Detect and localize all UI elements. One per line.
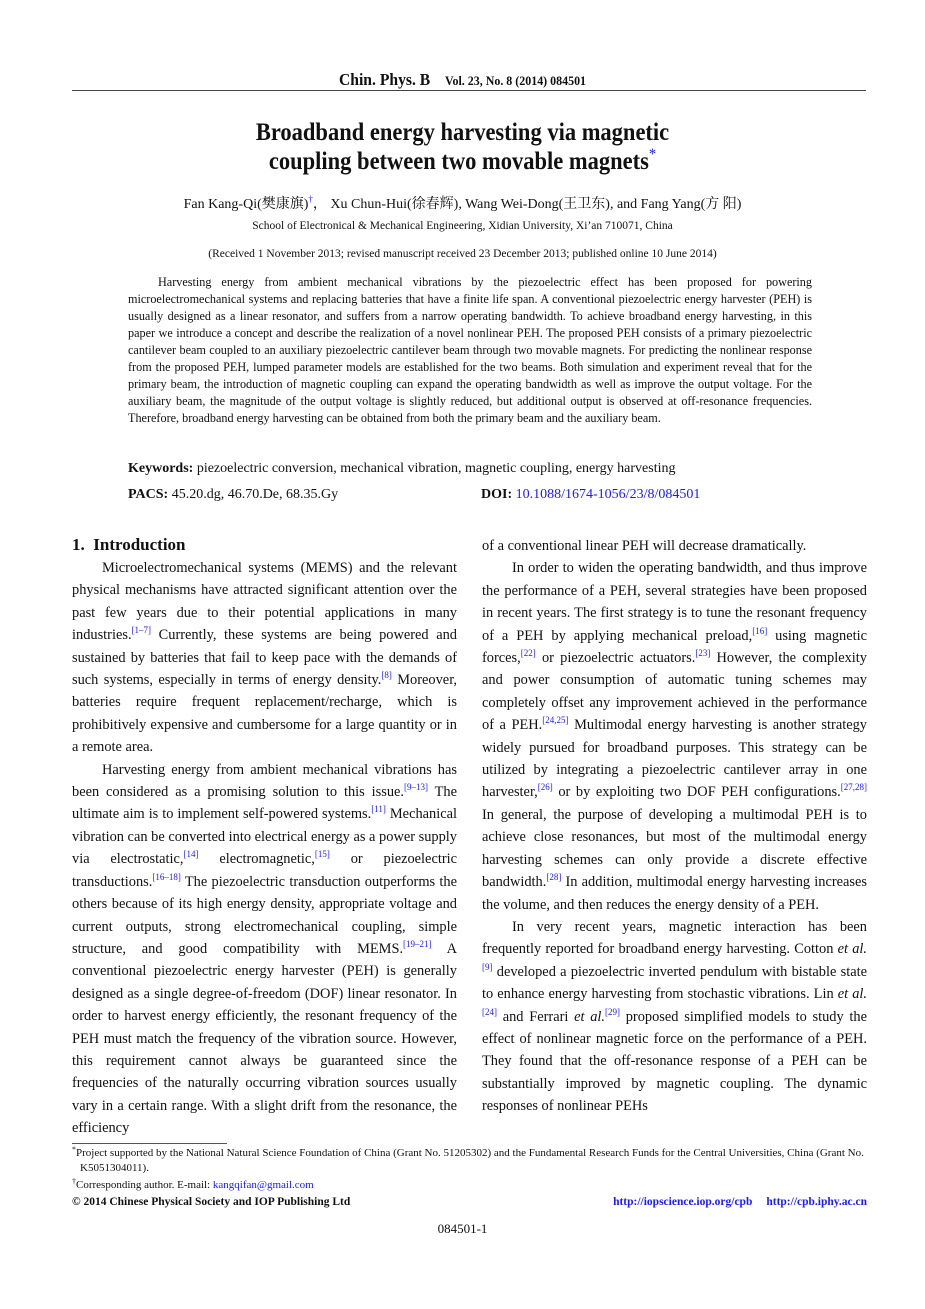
author-name: Xu Chun-Hui(徐春辉) [330, 197, 459, 212]
pacs-value: 45.20.dg, 46.70.De, 68.35.Gy [171, 487, 339, 502]
citation-link[interactable]: [11] [371, 804, 386, 815]
citation-link[interactable]: [16] [752, 625, 768, 636]
citation-link[interactable]: [24] [482, 1006, 497, 1017]
citation-link[interactable]: [9–13] [404, 782, 428, 793]
right-column [482, 535, 867, 1118]
keywords-value: piezoelectric conversion, mechanical vibration, magnetic coupling, energy harvesting [196, 461, 676, 476]
citation-link[interactable]: [15] [314, 849, 330, 860]
paragraph: Harvesting energy from ambient mechanical vibrations has been considered as a promising solution to this issue.[9–13] The ultimate aim is to implement self-powered systems.[11] Mechanical vibration can be converted into electrical energy as a power supply via electrostatic,[14] electromagnetic,[15] or piezoelectric transductions.[16–18] The piezoelectric transduction outperforms the others because of its high energy density, appropriate voltage and current outputs, strong electromechanical coupling, simple structure, and good compatibility with MEMS.[19–21] A conventional piezoelectric energy harvester (PEH) is generally designed as a single degree-of-freedom (DOF) linear resonator. In order to harvest energy efficiently, the resonant frequency of the PEH must match the frequency of the vibration source. However, this requirement cannot always be guaranteed since the frequencies of the naturally occurring vibration sources usually vary in a certain range. With a slight drift from the resonance, the efficiency [72, 761, 458, 1137]
citation-link[interactable]: [8] [381, 670, 392, 681]
citation-link[interactable]: [27,28] [840, 782, 867, 793]
citation-link[interactable]: [22] [520, 648, 536, 659]
affiliation: School of Electronical & Mechanical Engineering, Xidian University, Xi’an 710071, China [252, 220, 673, 232]
citation-link[interactable]: [1–7] [131, 625, 152, 636]
header-rule [72, 90, 866, 91]
citation-link[interactable]: [24,25] [542, 715, 569, 726]
emphasis-text: et al. [574, 1008, 606, 1025]
copyright: © 2014 Chinese Physical Society and IOP Publishing Ltd [72, 1196, 351, 1208]
journal-urls [613, 1196, 867, 1208]
citation-link[interactable]: [28] [546, 872, 562, 883]
paper-title [46, 118, 879, 179]
corresponding-footnote: †Corresponding author. E-mail: kangqifan@gmail.com [72, 1177, 314, 1191]
emphasis-text: et al. [837, 941, 867, 958]
footnotes [72, 1146, 867, 1196]
email-link[interactable]: kangqifan@gmail.com [212, 1179, 314, 1191]
paragraph: of a conventional linear PEH will decrease dramatically. [482, 538, 807, 554]
footnote-rule [72, 1143, 227, 1144]
funding-footnote: *Project supported by the National Natural Science Foundation of China (Grant No. 51205302) and the Fundamental Research Funds for the Central Universities, China (Grant No. K5051304011). [72, 1145, 864, 1174]
section-title: Introduction [93, 535, 186, 554]
citation-link[interactable]: [9] [482, 961, 493, 972]
citation-link[interactable]: [23] [695, 648, 711, 659]
pacs [128, 487, 338, 503]
emphasis-text: et al. [837, 986, 867, 1003]
citation-link[interactable]: [29] [605, 1006, 621, 1017]
volume-info: Vol. 23, No. 8 (2014) 084501 [444, 73, 587, 88]
keywords [128, 461, 676, 477]
journal-name: Chin. Phys. B [338, 70, 431, 89]
doi-label: DOI: [481, 487, 513, 502]
doi [481, 487, 700, 503]
left-column [72, 557, 457, 1140]
page-number: 084501-1 [437, 1221, 488, 1236]
citation-link[interactable]: [16–18] [152, 871, 181, 882]
corresponding-author-link[interactable]: † [308, 194, 313, 204]
title-line-2: coupling between two movable magnets* [268, 146, 657, 175]
section-heading [72, 535, 186, 555]
abstract: Harvesting energy from ambient mechanical vibrations by the piezoelectric effect has been proposed for powering microelectromechanical systems and replacing batteries that have a finite life span. A conventional piezoelectric energy harvester (PEH) is usually designed as a linear resonator, and suffers from a narrow operating bandwidth. To achieve broadband energy harvesting, in this paper we introduce a concept and describe the realization of a novel nonlinear PEH. The proposed PEH consists of a primary piezoelectric cantilever beam coupled to an auxiliary piezoelectric cantilever beam through two movable magnets. For predicting the nonlinear response from the proposed PEH, lumped parameter models are established for the two beams. Both simulation and experiment reveal that for the primary beam, the introduction of magnetic coupling can expand the operating bandwidth as well as improve the output voltage. For the auxiliary beam, the magnitude of the output voltage is slightly reduced, but additional output is observed at off-resonance frequencies. Therefore, broadband energy harvesting can be obtained from both the primary beam and the auxiliary beam. [128, 275, 812, 425]
cpb-link[interactable]: http://cpb.iphy.ac.cn [766, 1196, 867, 1208]
paragraph: In order to widen the operating bandwidth, and thus improve the performance of a PEH, several strategies have been proposed in recent years. The first strategy is to tune the resonant frequency of a PEH by applying mechanical preload,[16] using magnetic forces,[22] or piezoelectric actuators.[23] However, the complexity and power consumption of automatic tuning schemes may completely offset any improvement achieved in the performance of a PEH.[24,25] Multimodal energy harvesting is another strategy widely pursued for broadband purposes. This strategy can be utilized by integrating a piezoelectric cantilever array in one harvester,[26] or by exploiting two DOF PEH configurations.[27,28] In general, the purpose of developing a multimodal PEH is to achieve close resonances, but most of the multimodal energy harvesting schemes can only provide a discrete effective bandwidth.[28] In addition, multimodal energy harvesting increases the volume, and then reduces the energy density of a PEH. [482, 560, 868, 913]
paragraph: Microelectromechanical systems (MEMS) and the relevant physical mechanisms have attracted significant attention over the past few years due to their potential applications in many industries.[1–7] Currently, these systems are being powered and sustained by batteries that fail to keep pace with the demands of such systems, especially in terms of energy density.[8] Moreover, batteries require frequent replacement/recharge, which is prohibitively expensive and cumbersome for a large quantity or in a remote area. [72, 560, 458, 756]
pacs-label: PACS: [128, 487, 169, 502]
citation-link[interactable]: [26] [537, 782, 553, 793]
citation-link[interactable]: [19–21] [403, 938, 432, 949]
doi-link[interactable]: 10.1088/1674-1056/23/8/084501 [515, 487, 701, 502]
keywords-label: Keywords: [128, 461, 194, 476]
citation-link[interactable]: [14] [183, 849, 199, 860]
section-number: 1. [72, 535, 85, 554]
author-list: Fan Kang-Qi(樊康旗)†， Xu Chun-Hui(徐春辉), Wang Wei-Dong(王卫东), and Fang Yang(方 阳) [183, 194, 742, 212]
title-line-1: Broadband energy harvesting via magnetic [255, 119, 670, 146]
running-header [37, 70, 888, 90]
author-name: Fan Kang-Qi(樊康旗) [183, 197, 309, 212]
title-footnote-link[interactable]: * [648, 146, 657, 163]
received-dates: (Received 1 November 2013; revised manuscript received 23 December 2013; published online 10 June 2014) [208, 248, 717, 260]
author-name: and Fang Yang(方 阳) [616, 197, 742, 212]
author-name: Wang Wei-Dong(王卫东) [465, 197, 610, 212]
iopscience-link[interactable]: http://iopscience.iop.org/cpb [613, 1196, 753, 1208]
paragraph: In very recent years, magnetic interaction has been frequently reported for broadband energy harvesting. Cotton et al.[9] developed a piezoelectric inverted pendulum with bistable state to enhance energy harvesting from stochastic vibrations. Lin et al.[24] and Ferrari et al.[29] proposed simplified models to study the effect of nonlinear magnetic force on the performance of a PEH. They found that the off-resonance response of a PEH can be substantially improved by magnetic coupling. The dynamic responses of nonlinear PEHs [482, 918, 867, 1115]
